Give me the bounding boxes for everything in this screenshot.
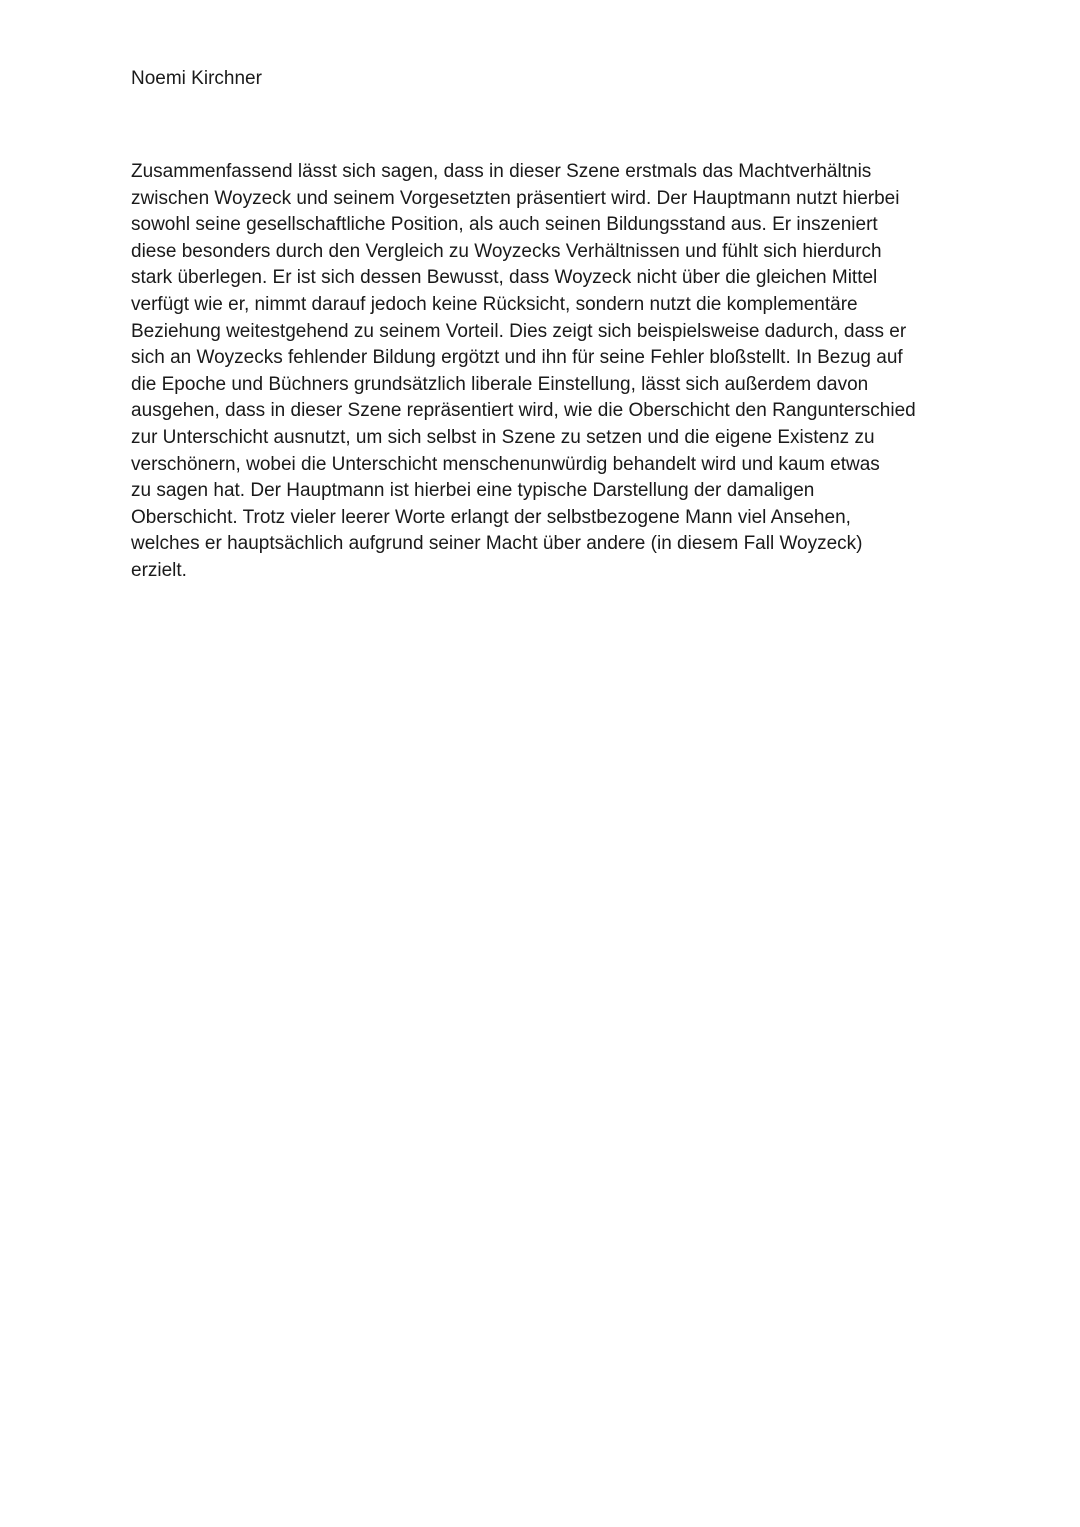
paragraph-line: stark überlegen. Er ist sich dessen Bewusst, dass Woyzeck nicht über die gleichen Mittel (131, 267, 878, 289)
paragraph-line: welches er hauptsächlich aufgrund seiner Macht über andere (in diesem Fall Woyzeck) (131, 533, 863, 555)
paragraph-line: zu sagen hat. Der Hauptmann ist hierbei eine typische Darstellung der damaligen (131, 480, 815, 502)
paragraph-line: erzielt. (131, 559, 187, 581)
paragraph-line: Beziehung weitestgehend zu seinem Vorteil. Dies zeigt sich beispielsweise dadurch, dass er (131, 320, 907, 342)
paragraph-line: verfügt wie er, nimmt darauf jedoch keine Rücksicht, sondern nutzt die komplementäre (131, 293, 858, 315)
paragraph-line: diese besonders durch den Vergleich zu Woyzecks Verhältnissen und fühlt sich hierdurch (131, 240, 882, 262)
paragraph-line: ausgehen, dass in dieser Szene repräsentiert wird, wie die Oberschicht den Rangunterschied (131, 400, 916, 422)
summary-paragraph (131, 159, 961, 585)
paragraph-line: Zusammenfassend lässt sich sagen, dass in dieser Szene erstmals das Machtverhältnis (131, 161, 872, 182)
paragraph-line: verschönern, wobei die Unterschicht menschenunwürdig behandelt wird und kaum etwas (131, 453, 880, 475)
paragraph-line: sich an Woyzecks fehlender Bildung ergötzt und ihn für seine Fehler bloßstellt. In Bezug auf (131, 347, 903, 369)
paragraph-line: die Epoche und Büchners grundsätzlich liberale Einstellung, lässt sich außerdem davon (131, 373, 869, 395)
paragraph-line: zwischen Woyzeck und seinem Vorgesetzten präsentiert wird. Der Hauptmann nutzt hierbei (131, 187, 900, 209)
paragraph-line: Oberschicht. Trotz vieler leerer Worte erlangt der selbstbezogene Mann viel Ansehen, (131, 506, 851, 528)
paragraph-line: sowohl seine gesellschaftliche Position, als auch seinen Bildungsstand aus. Er inszeniert (131, 214, 878, 236)
author-name: Noemi Kirchner (131, 68, 262, 89)
paragraph-line: zur Unterschicht ausnutzt, um sich selbst in Szene zu setzen und die eigene Existenz zu (131, 426, 875, 448)
